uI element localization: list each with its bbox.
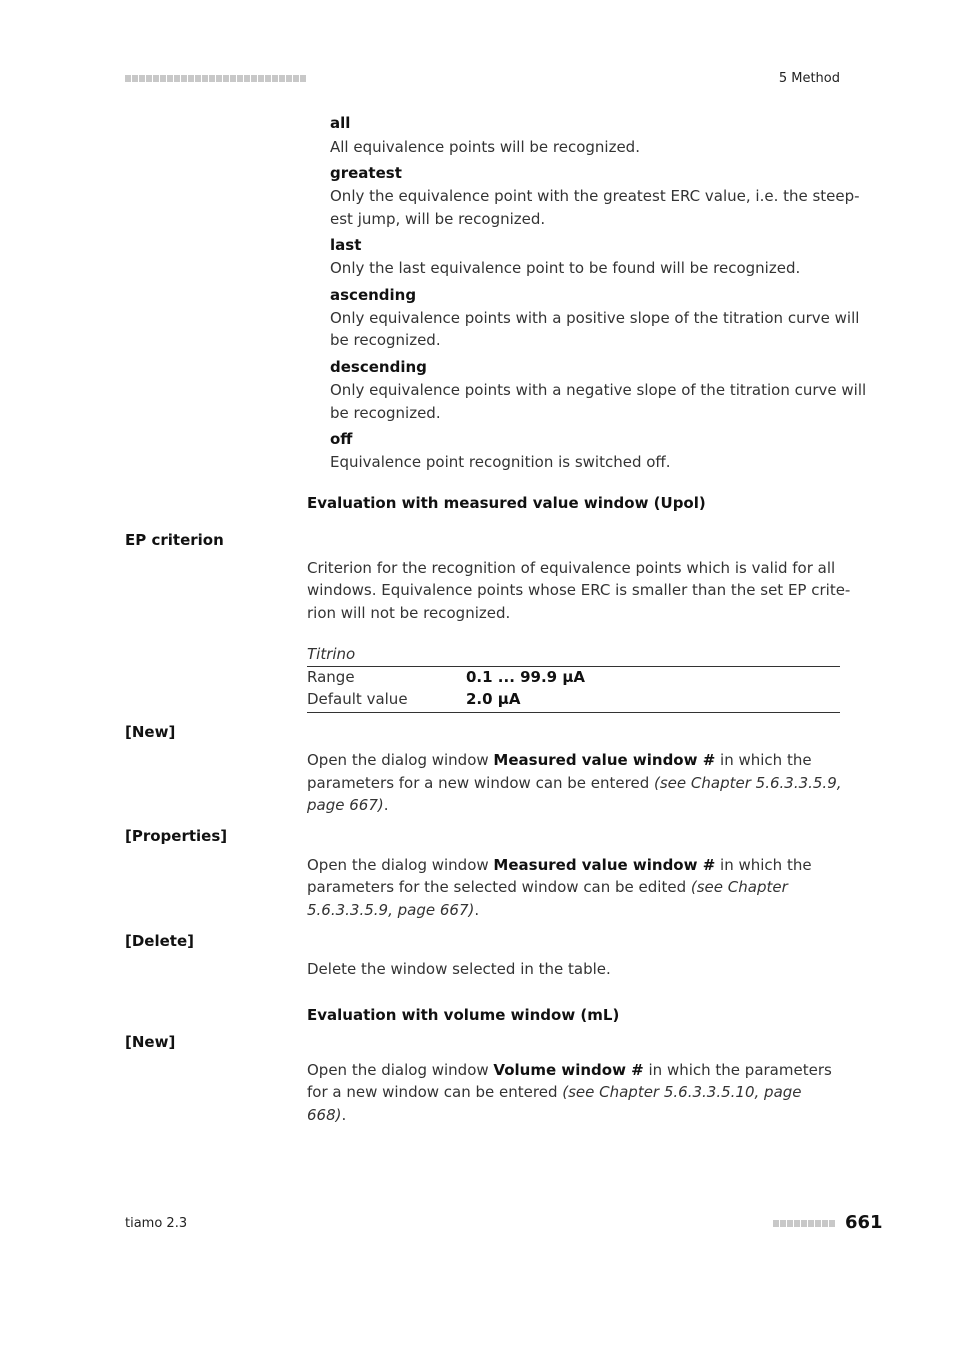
option-desc-ascending-line2: be recognized. [330,331,441,349]
chapter-header: 5 Method [778,71,840,86]
option-desc-descending-line1: Only equivalence points with a negative slope of the titration curve will [330,381,867,399]
param-label-new: [New] [125,723,176,741]
table-row-value-default: 2.0 µA [466,690,521,708]
header-decoration [125,75,306,82]
option-term-ascending: ascending [330,286,417,304]
properties-desc-line3: 5.6.3.3.5.9, page 667). [307,901,480,919]
param-label-delete: [Delete] [125,932,194,950]
delete-desc: Delete the window selected in the table. [307,960,611,978]
option-term-descending: descending [330,358,427,376]
chapter-reference[interactable]: (see Chapter 5.6.3.3.5.10, page [562,1083,802,1101]
param-label-ep-criterion: EP criterion [125,531,224,549]
table-bottom-rule [307,712,840,713]
footer-decoration [773,1220,835,1227]
chapter-reference[interactable]: (see Chapter 5.6.3.3.5.9, [654,774,842,792]
option-term-last: last [330,236,362,254]
properties-desc-line1: Open the dialog window Measured value window # in which the [307,856,812,874]
option-desc-ascending-line1: Only equivalence points with a positive slope of the titration curve will [330,309,860,327]
option-desc-greatest-line2: est jump, will be recognized. [330,210,546,228]
page-reference[interactable]: 5.6.3.3.5.9, page 667) [307,901,475,919]
option-term-greatest: greatest [330,164,402,182]
page-reference[interactable]: 668) [307,1106,342,1124]
new-desc-line2: parameters for a new window can be entered (see Chapter 5.6.3.3.5.9, [307,774,842,792]
param-label-new-volume: [New] [125,1033,176,1051]
option-desc-descending-line2: be recognized. [330,404,441,422]
chapter-reference[interactable]: (see Chapter [690,878,788,896]
new-desc-line1: Open the dialog window Measured value window # in which the [307,751,812,769]
new-volume-desc-line1: Open the dialog window Volume window # in which the parameters [307,1061,832,1079]
table-top-rule [307,666,840,667]
option-desc-last: Only the last equivalence point to be found will be recognized. [330,259,801,277]
option-term-off: off [330,430,353,448]
page-number: 661 [845,1212,883,1233]
option-desc-all: All equivalence points will be recognized. [330,138,640,156]
section-heading-measured-value-window: Evaluation with measured value window (Upol) [307,494,706,512]
ep-criterion-desc-line3: rion will not be recognized. [307,604,511,622]
table-row-label-default: Default value [307,690,408,708]
new-volume-desc-line3: 668). [307,1106,347,1124]
footer-product: tiamo 2.3 [125,1216,188,1231]
table-row-value-range: 0.1 ... 99.9 µA [466,668,585,686]
table-row-label-range: Range [307,668,355,686]
ep-criterion-desc-line1: Criterion for the recognition of equivalence points which is valid for all [307,559,836,577]
option-term-all: all [330,114,351,132]
param-label-properties: [Properties] [125,827,228,845]
properties-desc-line2: parameters for the selected window can be edited (see Chapter [307,878,788,896]
page-reference[interactable]: page 667) [307,796,384,814]
option-desc-greatest-line1: Only the equivalence point with the greatest ERC value, i.e. the steep- [330,187,860,205]
section-heading-volume-window: Evaluation with volume window (mL) [307,1006,620,1024]
table-title: Titrino [307,645,356,663]
option-desc-off: Equivalence point recognition is switched off. [330,453,671,471]
ep-criterion-desc-line2: windows. Equivalence points whose ERC is smaller than the set EP crite- [307,581,851,599]
new-desc-line3: page 667). [307,796,389,814]
new-volume-desc-line2: for a new window can be entered (see Chapter 5.6.3.3.5.10, page [307,1083,802,1101]
